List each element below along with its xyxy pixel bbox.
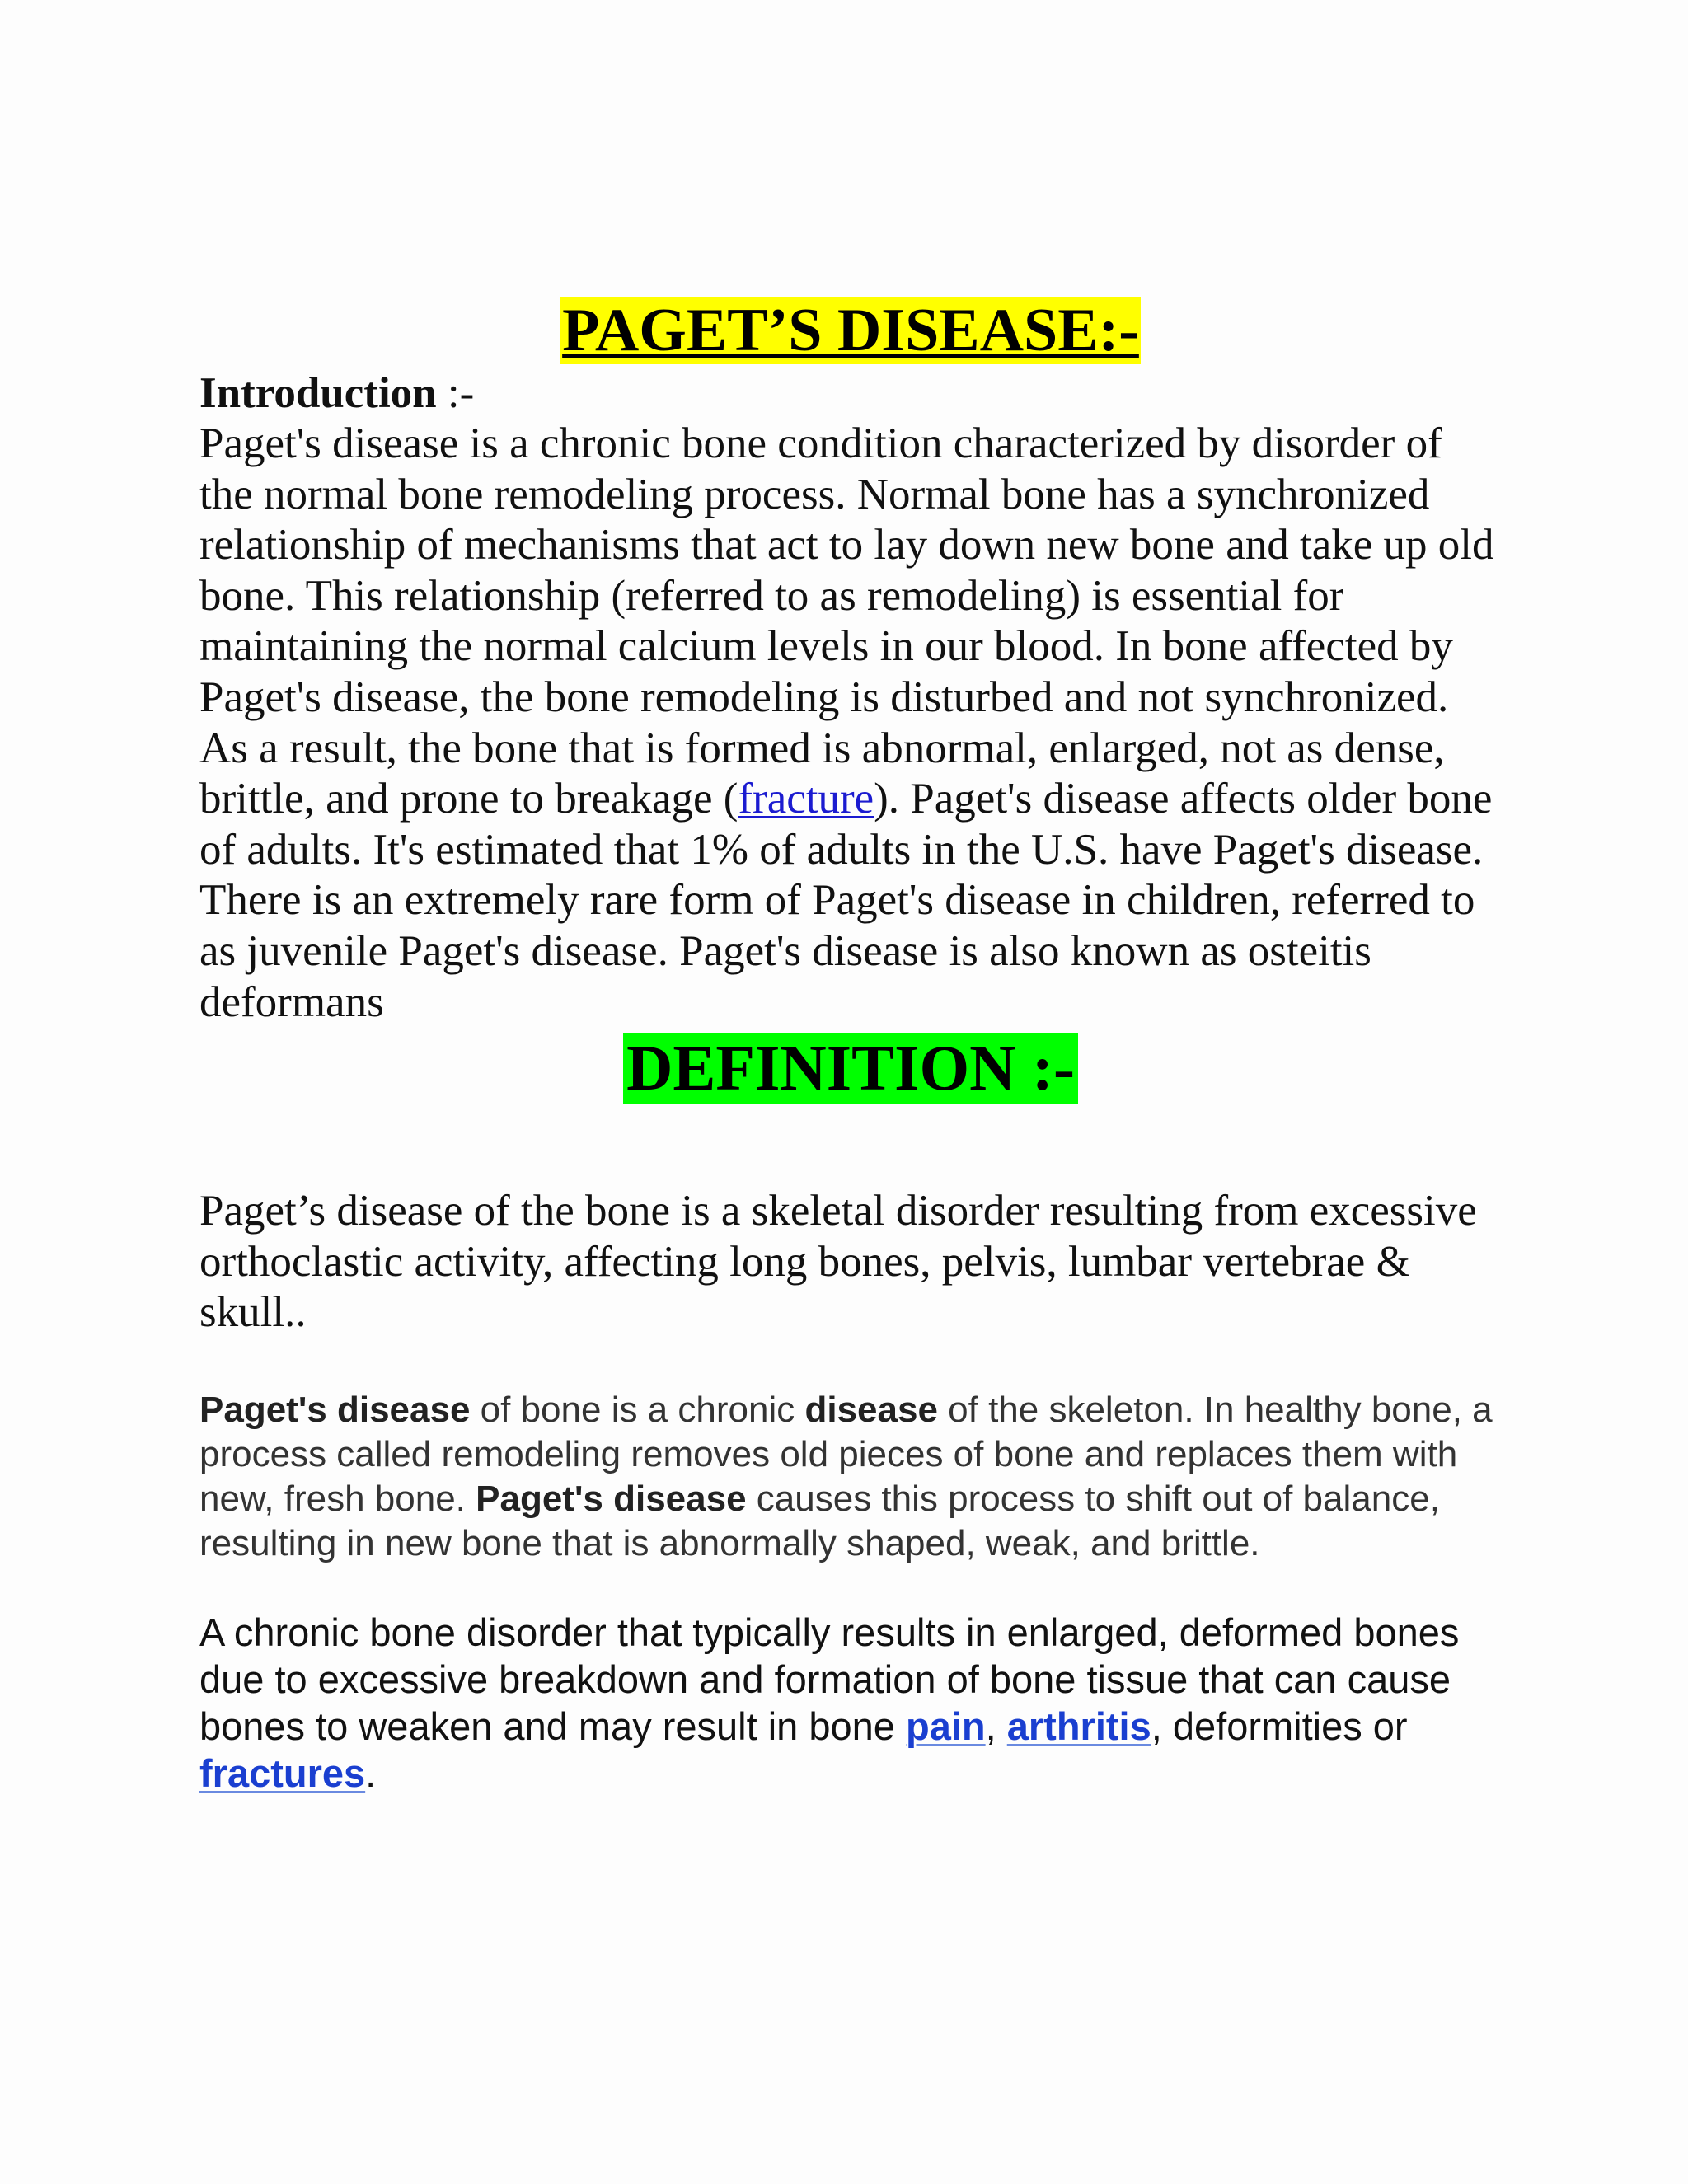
intro-paragraph bbox=[199, 419, 1502, 1028]
definition-heading: DEFINITION :- bbox=[623, 1033, 1078, 1104]
fracture-link[interactable]: fracture bbox=[738, 775, 874, 823]
web2-sep-1: , bbox=[985, 1704, 1007, 1748]
web1-text-1: of bone is a chronic bbox=[470, 1389, 805, 1430]
page-title: PAGET’S DISEASE:- bbox=[562, 297, 1139, 364]
definition-heading-container bbox=[199, 1033, 1502, 1105]
web2-text-2: , deformities or bbox=[1151, 1704, 1408, 1748]
bold-disease: disease bbox=[804, 1389, 938, 1430]
web2-text-3: . bbox=[365, 1750, 377, 1795]
pain-link[interactable]: pain bbox=[906, 1704, 986, 1748]
web2-text-1: A chronic bone disorder that typically results in enlarged, deformed bones due to excessive breakdown and formation of bone tissue that can cause bones to weaken and may result in bone bbox=[199, 1610, 1460, 1748]
arthritis-link[interactable]: arthritis bbox=[1006, 1704, 1151, 1748]
bold-pagets-disease-2: Paget's disease bbox=[476, 1478, 747, 1519]
web1-text-2: of the skeleton. In healthy bone, a process called remodeling removes old pieces of bone and replaces them with new, fresh bone. bbox=[199, 1389, 1493, 1519]
intro-heading-suffix: :- bbox=[436, 369, 475, 417]
intro-heading: Introduction bbox=[199, 369, 437, 417]
title-container bbox=[199, 297, 1502, 368]
definition-paragraph: Paget’s disease of the bone is a skeletal disorder resulting from excessive orthoclastic activity, affecting long bones, pelvis, lumbar vertebrae & skull.. bbox=[199, 1187, 1477, 1337]
document-content bbox=[199, 297, 1502, 1797]
bold-pagets-disease-1: Paget's disease bbox=[199, 1389, 471, 1430]
fractures-link[interactable]: fractures bbox=[199, 1750, 366, 1795]
intro-text-1: Paget's disease is a chronic bone condition characterized by disorder of the normal bone remodeling process. Normal bone has a synchronized relationship of mechanisms that act to lay down new bone and take up old bone. This relationship (referred to as remodeling) is essential for maintaining the normal calcium levels in our blood. In bone affected by Paget's disease, the bone remodeling is disturbed and not synchronized. As a result, the bone that is formed is abnormal, enlarged, not as dense, brittle, and prone to breakage ( bbox=[199, 419, 1494, 823]
web-paragraph-2 bbox=[199, 1609, 1502, 1797]
intro-heading-line bbox=[199, 368, 1502, 419]
web-paragraph-1 bbox=[199, 1388, 1502, 1566]
intro-text-2: ). Paget's disease affects older bone of adults. It's estimated that 1% of adults in the U.S. have Paget's disease. There is an extremely rare form of Paget's disease in children, referred to as juvenile Paget's disease. Paget's disease is also known as osteitis deformans bbox=[199, 775, 1493, 1026]
web1-text-3: causes this process to shift out of balance, resulting in new bone that is abnormally shaped, weak, and brittle. bbox=[199, 1478, 1440, 1563]
